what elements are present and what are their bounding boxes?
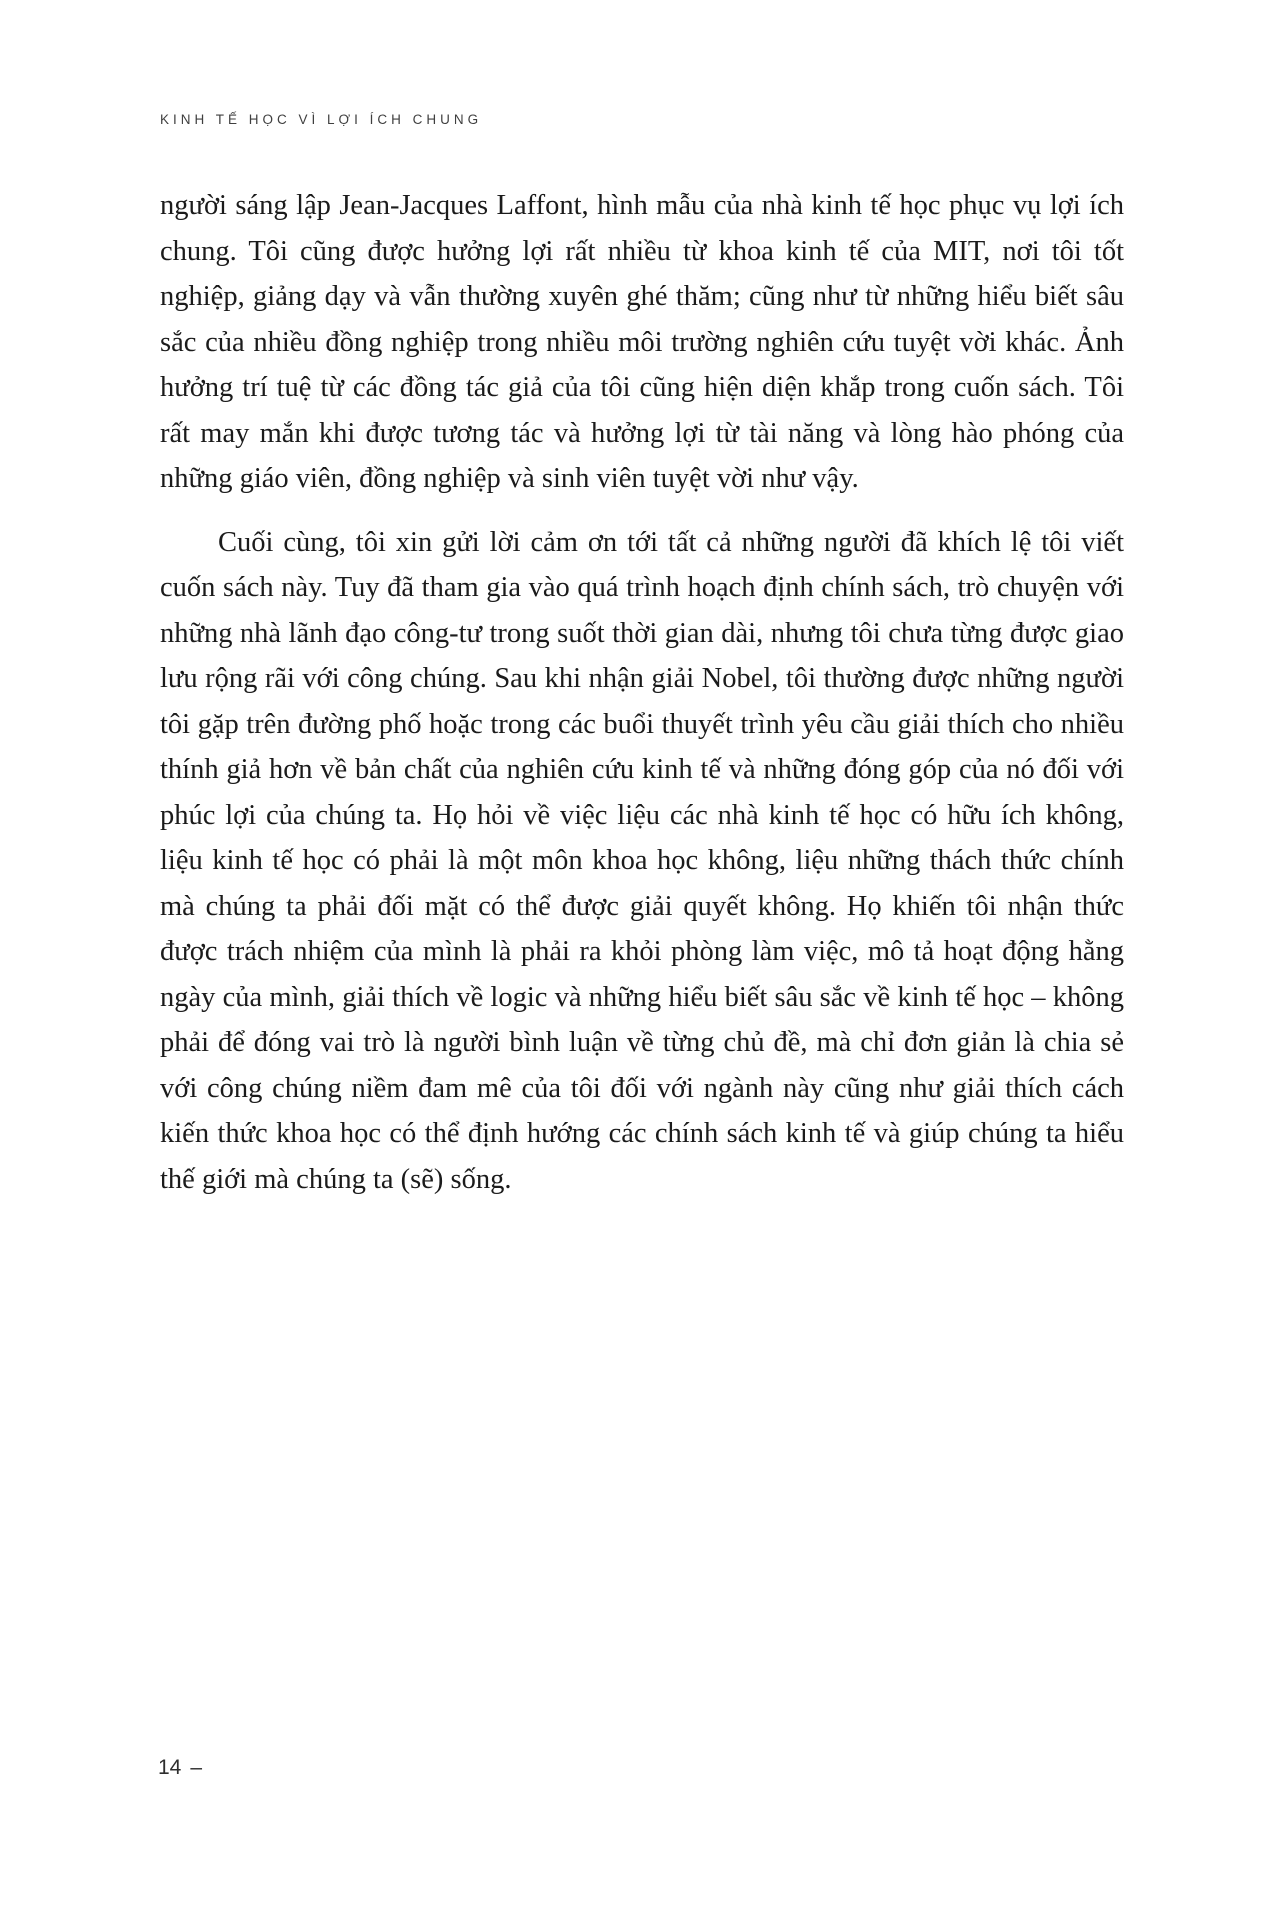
page-footer: [158, 1756, 202, 1780]
page-number: 14: [158, 1756, 182, 1779]
page-body: [160, 183, 1124, 1202]
running-head: [160, 112, 482, 127]
paragraph-1: người sáng lập Jean-Jacques Laffont, hình mẫu của nhà kinh tế học phục vụ lợi ích chung. Tôi cũng được hưởng lợi rất nhiều từ khoa kinh tế của MIT, nơi tôi tốt nghiệp, giảng dạy và vẫn thường xuyên ghé thăm; cũng như từ những hiểu biết sâu sắc của nhiều đồng nghiệp trong nhiều môi trường nghiên cứu tuyệt vời khác. Ảnh hưởng trí tuệ từ các đồng tác giả của tôi cũng hiện diện khắp trong cuốn sách. Tôi rất may mắn khi được tương tác và hưởng lợi từ tài năng và lòng hào phóng của những giáo viên, đồng nghiệp và sinh viên tuyệt vời như vậy.: [160, 190, 1124, 494]
running-head-title: KINH TẾ HỌC VÌ LỢI ÍCH CHUNG: [160, 112, 483, 127]
page-number-dash: –: [190, 1756, 203, 1779]
paragraph-2: Cuối cùng, tôi xin gửi lời cảm ơn tới tất cả những người đã khích lệ tôi viết cuốn sách này. Tuy đã tham gia vào quá trình hoạch định chính sách, trò chuyện với những nhà lãnh đạo công-tư trong suốt thời gian dài, nhưng tôi chưa từng được giao lưu rộng rãi với công chúng. Sau khi nhận giải Nobel, tôi thường được những người tôi gặp trên đường phố hoặc trong các buổi thuyết trình yêu cầu giải thích cho nhiều thính giả hơn về bản chất của nghiên cứu kinh tế và những đóng góp của nó đối với phúc lợi của chúng ta. Họ hỏi về việc liệu các nhà kinh tế học có hữu ích không, liệu kinh tế học có phải là một môn khoa học không, liệu những thách thức chính mà chúng ta phải đối mặt có thể được giải quyết không. Họ khiến tôi nhận thức được trách nhiệm của mình là phải ra khỏi phòng làm việc, mô tả hoạt động hằng ngày của mình, giải thích về logic và những hiểu biết sâu sắc về kinh tế học – không phải để đóng vai trò là người bình luận về từng chủ đề, mà chỉ đơn giản là chia sẻ với công chúng niềm đam mê của tôi đối với ngành này cũng như giải thích cách kiến thức khoa học có thể định hướng các chính sách kinh tế và giúp chúng ta hiểu thế giới mà chúng ta (sẽ) sống.: [160, 526, 1124, 1195]
